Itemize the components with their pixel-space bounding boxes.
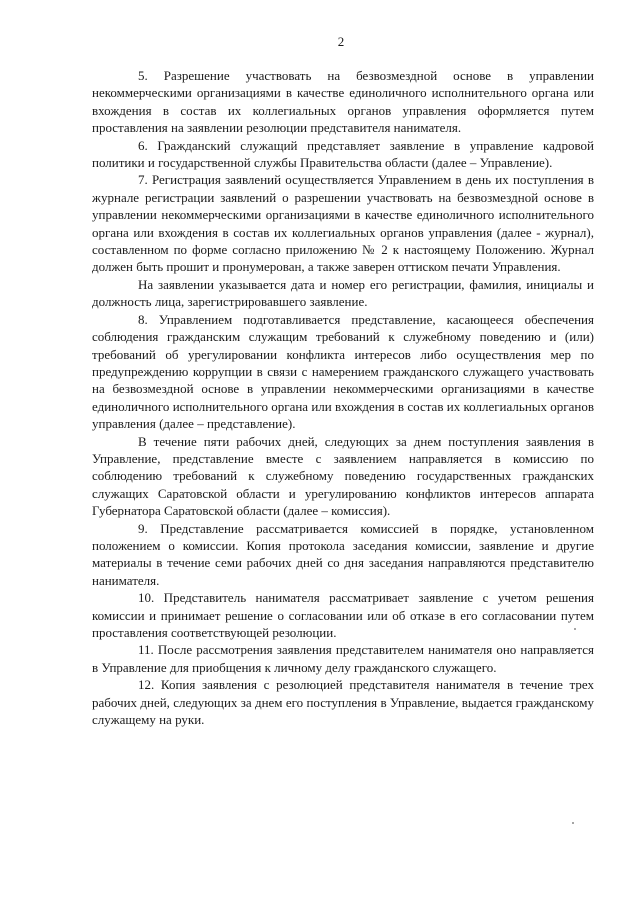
paragraph-6: 6. Гражданский служащий представляет заявление в управление кадровой политики и государственной службы Правительства области (далее – Управление). [92, 137, 594, 171]
paragraph-7: 7. Регистрация заявлений осуществляется Управлением в день их поступления в журнале регистрации заявлений о разрешении участвовать на безвозмездной основе в управлении некоммерческими организациями в качестве единоличного исполнительного органа или вхождения в состав их коллегиальных органов управления (далее - журнал), составленном по форме согласно приложению № 2 к настоящему Положению. Журнал должен быть прошит и пронумерован, а также заверен оттиском печати Управления. [92, 172, 594, 275]
paragraph-7-note: На заявлении указывается дата и номер его регистрации, фамилия, инициалы и должность лица, зарегистрировавшего заявление. [92, 276, 594, 310]
paragraph-12: 12. Копия заявления с резолюцией представителя нанимателя в течение трех рабочих дней, следующих за днем его поступления в Управление, выдается гражданскому служащему на руки. [92, 677, 594, 728]
paragraph-11: 11. После рассмотрения заявления представителем нанимателя оно направляется в Управление для приобщения к личному делу гражданского служащего. [92, 642, 594, 675]
scan-speck [574, 628, 576, 630]
page-number: 2 [337, 34, 345, 49]
paragraph-10: 10. Представитель нанимателя рассматривает заявление с учетом решения комиссии и принимает решение о согласовании или об отказе в его согласовании путем проставления соответствующей резолюции. [92, 590, 594, 640]
paragraph-8-term: В течение пяти рабочих дней, следующих за днем поступления заявления в Управление, представление вместе с заявлением направляется в комиссию по соблюдению требований к служебному поведению государственных гражданских служащих Саратовской области и урегулированию конфликтов интересов аппарата Губернатора Саратовской области (далее – комиссия). [92, 433, 594, 519]
scan-speck [572, 822, 574, 824]
document-body [92, 67, 594, 728]
paragraph-8: 8. Управлением подготавливается представление, касающееся обеспечения соблюдения гражданским служащим требований к служебному поведению и (или) требований об урегулировании конфликта интересов либо осуществления мер по предупреждению коррупции в связи с намерением гражданского служащего участвовать на безвозмездной основе в управлении некоммерческими организациями в качестве единоличного исполнительного органа или вхождения в состав их коллегиальных органов управления (далее – представление). [92, 311, 594, 432]
paragraph-9: 9. Представление рассматривается комиссией в порядке, установленном положением о комиссии. Копия протокола заседания комиссии, заявление и другие материалы в течение семи рабочих дней со дня заседания направляются представителю нанимателя. [92, 520, 594, 588]
paragraph-5: 5. Разрешение участвовать на безвозмездной основе в управлении некоммерческими организациями в качестве единоличного исполнительного органа или вхождения в состав их коллегиальных органов управления оформляется путем проставления на заявлении резолюции представителя нанимателя. [92, 68, 594, 136]
